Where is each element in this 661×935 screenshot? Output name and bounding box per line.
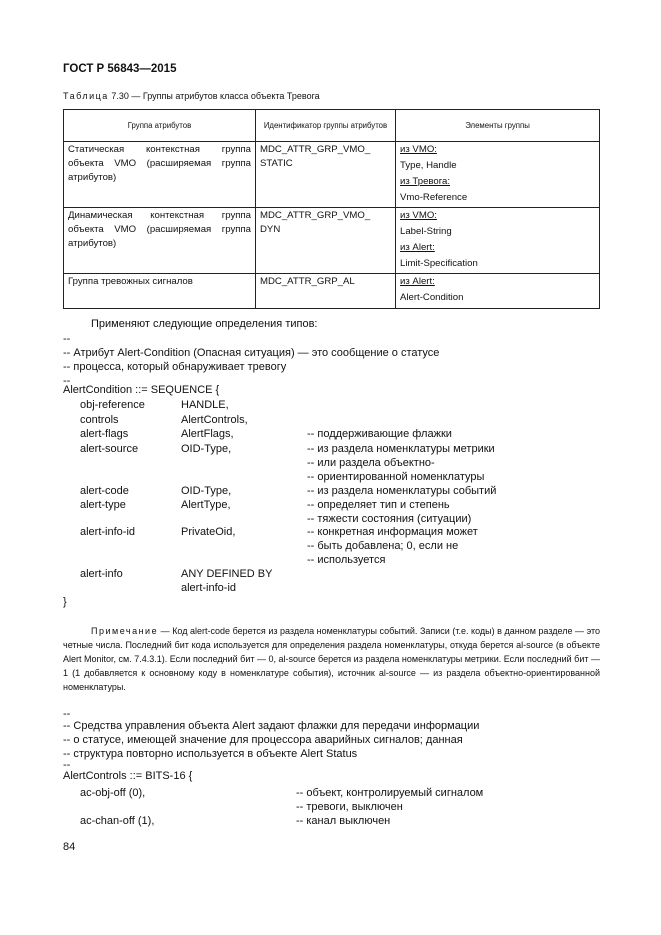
element-source: из Alert: xyxy=(400,242,435,253)
cell-id xyxy=(256,208,396,274)
field-type: AlertType, xyxy=(181,499,231,511)
field-comment: -- канал выключен xyxy=(296,815,391,827)
element-item: Limit-Specification xyxy=(400,258,478,269)
cell-id-line: DYN xyxy=(260,224,281,235)
field-type: AlertFlags, xyxy=(181,428,234,440)
field-type: PrivateOid, xyxy=(181,526,236,538)
field-comment: -- или раздела объектно- xyxy=(307,457,435,469)
element-item: Label-String xyxy=(400,226,452,237)
field-name: alert-info xyxy=(80,568,123,580)
field-name: ac-chan-off (1), xyxy=(80,815,155,827)
field-type: HANDLE, xyxy=(181,399,229,411)
column-header-elements: Элементы группы xyxy=(396,110,600,142)
element-item: Type, Handle xyxy=(400,160,457,171)
comment-line: -- xyxy=(63,333,71,345)
comment-line: -- Атрибут Alert-Condition (Опасная ситуация) — это сообщение о статусе xyxy=(63,347,440,359)
field-comment: -- тревоги, выключен xyxy=(296,801,403,813)
column-header-id: Идентификатор группы атрибутов xyxy=(256,110,396,142)
element-source: из VMO: xyxy=(400,144,437,155)
comment-line: -- процесса, который обнаруживает тревогу xyxy=(63,361,287,373)
field-comment: -- определяет тип и степень xyxy=(307,499,450,511)
field-name: alert-info-id xyxy=(80,526,136,538)
cell-group: Группа тревожных сигналов xyxy=(64,274,256,309)
field-comment: -- быть добавлена; 0, если не xyxy=(307,540,459,552)
table-caption xyxy=(63,91,320,101)
element-source: из VMO: xyxy=(400,210,437,221)
cell-id-line: STATIC xyxy=(260,158,293,169)
field-name: alert-code xyxy=(80,485,129,497)
field-comment: -- из раздела номенклатуры метрики xyxy=(307,443,495,455)
note-label: Примечание xyxy=(91,626,159,636)
cell-id-line: MDC_ATTR_GRP_VMO_ xyxy=(260,210,371,221)
cell-id xyxy=(256,142,396,208)
alert-condition-open: AlertCondition ::= SEQUENCE { xyxy=(63,384,220,396)
field-type: OID-Type, xyxy=(181,443,232,455)
cell-id: MDC_ATTR_GRP_AL xyxy=(256,274,396,309)
element-source: из Тревога: xyxy=(400,176,451,187)
cell-elements xyxy=(396,208,600,274)
column-header-group: Группа атрибутов xyxy=(64,110,256,142)
field-type: alert-info-id xyxy=(181,582,237,594)
table-caption-label: Таблица xyxy=(63,91,109,101)
element-source: из Alert: xyxy=(400,276,435,287)
field-comment: -- поддерживающие флажки xyxy=(307,428,452,440)
element-item: Vmo-Reference xyxy=(400,192,468,203)
field-name: ac-obj-off (0), xyxy=(80,787,146,799)
comment-line: -- Средства управления объекта Alert задают флажки для передачи информации xyxy=(63,720,480,732)
field-type: ANY DEFINED BY xyxy=(181,568,273,580)
field-comment: -- используется xyxy=(307,554,386,566)
table-row xyxy=(64,274,600,309)
field-name: alert-type xyxy=(80,499,126,511)
field-comment: -- из раздела номенклатуры событий xyxy=(307,485,497,497)
comment-line: -- xyxy=(63,375,71,387)
attribute-groups-table xyxy=(63,109,600,309)
comment-line: -- xyxy=(63,759,71,771)
comment-line: -- о статусе, имеющей значение для процессора аварийных сигналов; данная xyxy=(63,734,463,746)
field-name: alert-flags xyxy=(80,428,129,440)
table-row xyxy=(64,208,600,274)
element-item: Alert-Condition xyxy=(400,292,464,303)
field-name: obj-reference xyxy=(80,399,145,411)
field-comment: -- тяжести состояния (ситуации) xyxy=(307,513,472,525)
table-row xyxy=(64,142,600,208)
cell-elements xyxy=(396,142,600,208)
cell-group: Динамическая контекстная группа объекта VMO (расширяемая группа атрибутов) xyxy=(64,208,256,274)
comment-line: -- xyxy=(63,708,71,720)
cell-group: Статическая контекстная группа объекта VMO (расширяемая группа атрибутов) xyxy=(64,142,256,208)
field-comment: -- объект, контролируемый сигналом xyxy=(296,787,484,799)
cell-elements xyxy=(396,274,600,309)
alert-condition-close: } xyxy=(63,596,67,608)
table-header-row xyxy=(64,110,600,142)
field-comment: -- конкретная информация может xyxy=(307,526,478,538)
cell-id-line: MDC_ATTR_GRP_VMO_ xyxy=(260,144,371,155)
comment-line: -- структура повторно используется в объекте Alert Status xyxy=(63,748,358,760)
field-type: AlertControls, xyxy=(181,414,248,426)
note-text: — Код alert-code берется из раздела номенклатуры событий. Записи (т.е. коды) в данном разделе — это четные числа. Последний бит кода используется для определения раздела номенклатуры, откуда берется al-source (в объекте Alert Monitor, см. 7.4.3.1). Если последний бит — 0, al-source берется из раздела номенклатуры метрики. Если последний бит — 1 (1 добавляется к основному коду в номенклатуре события), источник al-source — из раздела объектно-ориентированной номенклатуры. xyxy=(63,626,600,692)
page-number: 84 xyxy=(63,841,76,853)
note-paragraph xyxy=(63,624,600,694)
document-header: ГОСТ Р 56843—2015 xyxy=(63,63,177,75)
table-caption-title: 7.30 — Группы атрибутов класса объекта Тревога xyxy=(111,91,320,101)
alert-controls-open: AlertControls ::= BITS-16 { xyxy=(63,770,193,782)
field-name: controls xyxy=(80,414,119,426)
field-comment: -- ориентированной номенклатуры xyxy=(307,471,485,483)
intro-text: Применяют следующие определения типов: xyxy=(91,318,318,330)
field-name: alert-source xyxy=(80,443,139,455)
field-type: OID-Type, xyxy=(181,485,232,497)
